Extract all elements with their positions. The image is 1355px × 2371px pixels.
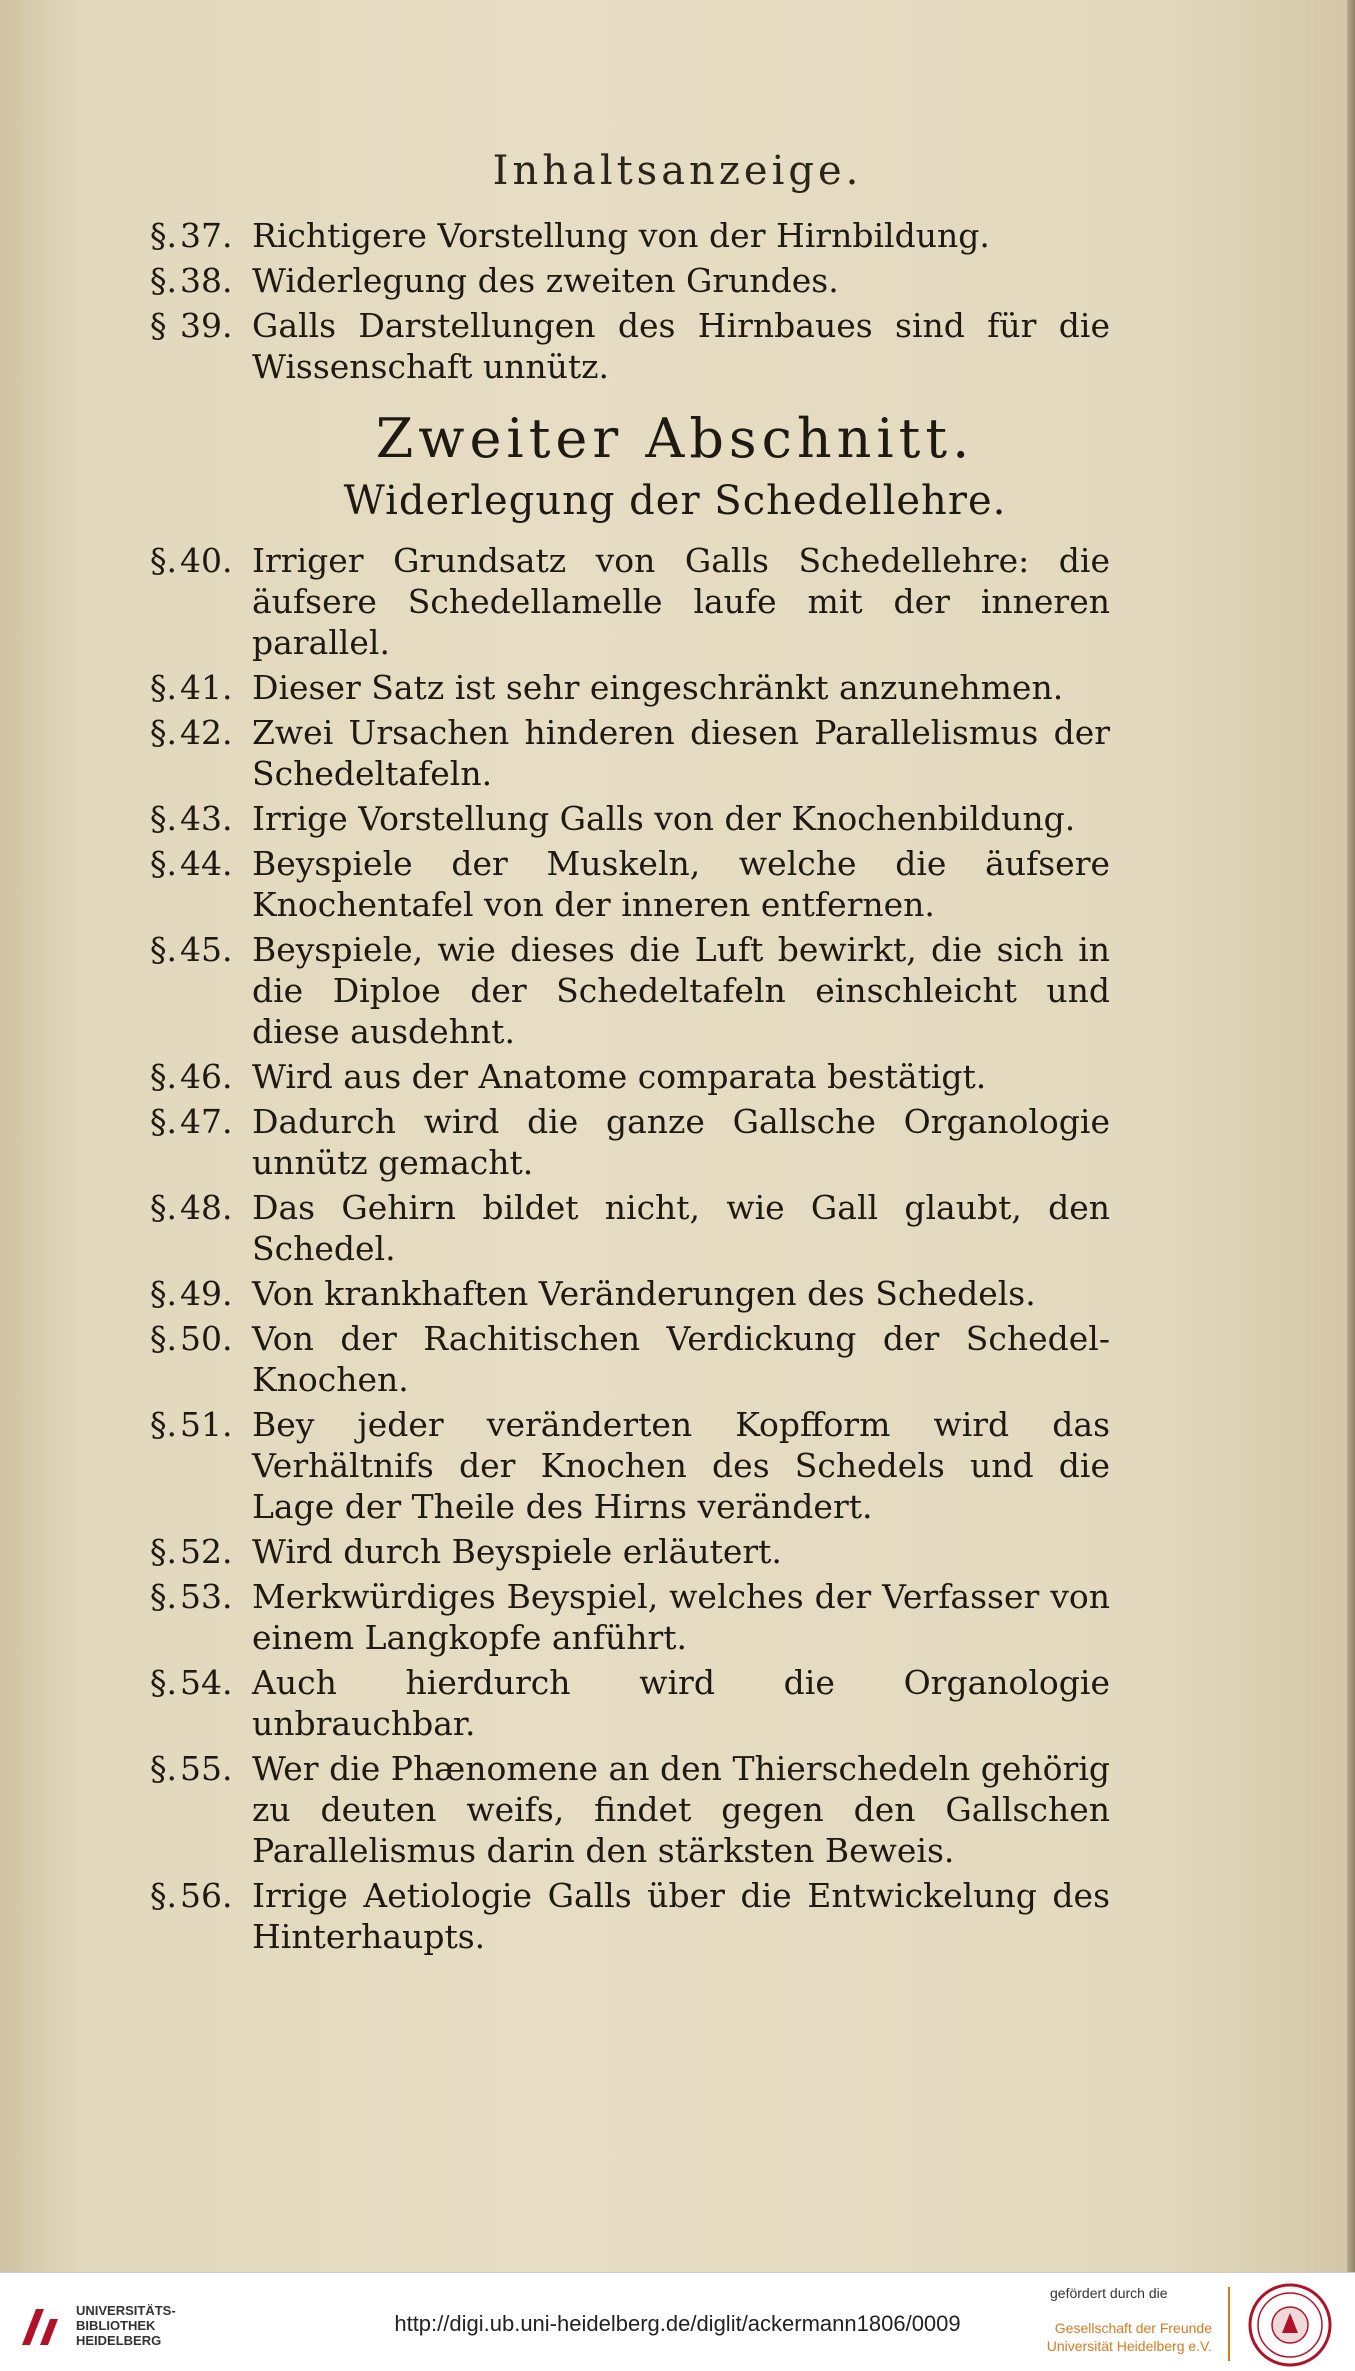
entry-number: 45.: [180, 930, 233, 969]
entry-number: 54.: [180, 1663, 233, 1702]
toc-entries: [150, 215, 1110, 1961]
entry-text: Irriger Grundsatz von Galls Schedellehre: die äufsere Schedellamelle laufe mit der inneren parallel.: [252, 541, 1110, 662]
toc-entry: [150, 1748, 1110, 1871]
entry-text: Zwei Ursachen hinderen diesen Parallelismus der Schedeltafeln.: [252, 713, 1110, 793]
entry-number: 55.: [180, 1749, 233, 1788]
entry-text: Von krankhaften Veränderungen des Schedels.: [252, 1274, 1036, 1313]
entry-text: Irrige Aetiologie Galls über die Entwickelung des Hinterhaupts.: [252, 1876, 1110, 1956]
toc-entry: [150, 260, 1110, 301]
promo-label: gefördert durch die: [1050, 2285, 1168, 2301]
section-mark: §.: [150, 1319, 177, 1358]
section-mark: §.: [150, 1057, 177, 1096]
page-header: Inhaltsanzeige.: [492, 148, 863, 194]
section-mark: §.: [150, 1532, 177, 1571]
section-mark: §.: [150, 261, 177, 300]
section-title: Zweiter Abschnitt.: [375, 407, 975, 470]
entry-number: 37.: [180, 216, 233, 255]
toc-entry: [150, 843, 1110, 925]
entry-number: 42.: [180, 713, 233, 752]
section-mark: §.: [150, 799, 177, 838]
entry-text: Widerlegung des zweiten Grundes.: [252, 261, 839, 300]
entry-text: Wird durch Beyspiele erläutert.: [252, 1532, 782, 1571]
toc-entry: [150, 1318, 1110, 1400]
library-name: UNIVERSITÄTS- BIBLIOTHEK HEIDELBERG: [76, 2303, 176, 2348]
entry-text: Von der Rachitischen Verdickung der Schedel-Knochen.: [252, 1319, 1110, 1399]
toc-entry: [150, 1056, 1110, 1097]
section-mark: §.: [150, 713, 177, 752]
section-mark: §.: [150, 930, 177, 969]
section-mark: §.: [150, 1749, 177, 1788]
entry-number: 50.: [180, 1319, 233, 1358]
entry-number: 47.: [180, 1102, 233, 1141]
entries-after-section: [150, 540, 1110, 1957]
section-mark: §.: [150, 1188, 177, 1227]
university-seal-icon[interactable]: [1248, 2283, 1332, 2367]
section-mark: §.: [150, 1876, 177, 1915]
entry-number: 53.: [180, 1577, 233, 1616]
toc-entry: [150, 305, 1110, 387]
entry-number: 48.: [180, 1188, 233, 1227]
entry-text: Irrige Vorstellung Galls von der Knochenbildung.: [252, 799, 1076, 838]
entry-number: 52.: [180, 1532, 233, 1571]
entry-number: 39.: [180, 306, 233, 345]
entry-text: Wird aus der Anatome comparata bestätigt.: [252, 1057, 987, 1096]
entry-number: 49.: [180, 1274, 233, 1313]
toc-entry: [150, 1101, 1110, 1183]
toc-entry: [150, 798, 1110, 839]
entry-number: 51.: [180, 1405, 233, 1444]
entry-number: 41.: [180, 668, 233, 707]
entry-text: Bey jeder veränderten Kopfform wird das Verhältnifs der Knochen des Schedels und die Lage der Theile des Hirns verändert.: [252, 1405, 1110, 1526]
entry-text: Dadurch wird die ganze Gallsche Organologie unnütz gemacht.: [252, 1102, 1110, 1182]
section-mark: §.: [150, 1663, 177, 1702]
promo-divider: [1228, 2287, 1230, 2361]
toc-entry: [150, 1531, 1110, 1572]
entry-text: Das Gehirn bildet nicht, wie Gall glaubt, den Schedel.: [252, 1188, 1110, 1268]
section-mark: §.: [150, 216, 177, 255]
viewer-footer: [0, 2272, 1355, 2371]
entry-text: Beyspiele, wie dieses die Luft bewirkt, die sich in die Diploe der Schedeltafeln einschleicht und diese ausdehnt.: [252, 930, 1110, 1051]
entry-number: 44.: [180, 844, 233, 883]
toc-entry: [150, 1273, 1110, 1314]
entry-number: 46.: [180, 1057, 233, 1096]
section-mark: §.: [150, 1274, 177, 1313]
entry-text: Merkwürdiges Beyspiel, welches der Verfasser von einem Langkopfe anführt.: [252, 1577, 1110, 1657]
entry-text: Beyspiele der Muskeln, welche die äufsere Knochentafel von der inneren entfernen.: [252, 844, 1110, 924]
entry-text: Dieser Satz ist sehr eingeschränkt anzunehmen.: [252, 668, 1064, 707]
section-mark: §: [150, 306, 167, 345]
toc-entry: [150, 712, 1110, 794]
entry-text: Auch hierdurch wird die Organologie unbrauchbar.: [252, 1663, 1110, 1743]
entry-text: Galls Darstellungen des Hirnbaues sind für die Wissenschaft unnütz.: [252, 306, 1110, 386]
entry-number: 38.: [180, 261, 233, 300]
section-mark: §.: [150, 1405, 177, 1444]
toc-entry: [150, 540, 1110, 663]
toc-entry: [150, 1404, 1110, 1527]
entry-number: 40.: [180, 541, 233, 580]
entry-text: Wer die Phænomene an den Thierschedeln gehörig zu deuten weifs, findet gegen den Gallschen Parallelismus darin den stärksten Beweis.: [252, 1749, 1110, 1870]
section-mark: §.: [150, 844, 177, 883]
page-edge: [1347, 0, 1355, 2272]
entry-number: 43.: [180, 799, 233, 838]
toc-entry: [150, 1875, 1110, 1957]
section-mark: §.: [150, 1577, 177, 1616]
entries-before-section: [150, 215, 1110, 387]
entry-number: 56.: [180, 1876, 233, 1915]
section-mark: §.: [150, 1102, 177, 1141]
entry-text: Richtigere Vorstellung von der Hirnbildung.: [252, 216, 990, 255]
toc-entry: [150, 929, 1110, 1052]
toc-entry: [150, 1576, 1110, 1658]
section-mark: §.: [150, 668, 177, 707]
page-url-link[interactable]: http://digi.ub.uni-heidelberg.de/diglit/ackermann1806/0009: [394, 2311, 961, 2336]
toc-entry: [150, 667, 1110, 708]
section-subtitle: Widerlegung der Schedellehre.: [343, 478, 1007, 524]
toc-entry: [150, 1187, 1110, 1269]
section-mark: §.: [150, 541, 177, 580]
toc-entry: [150, 1662, 1110, 1744]
promo-organization-link[interactable]: Gesellschaft der Freunde Universität Heidelberg e.V.: [1046, 2320, 1212, 2354]
toc-entry: [150, 215, 1110, 256]
